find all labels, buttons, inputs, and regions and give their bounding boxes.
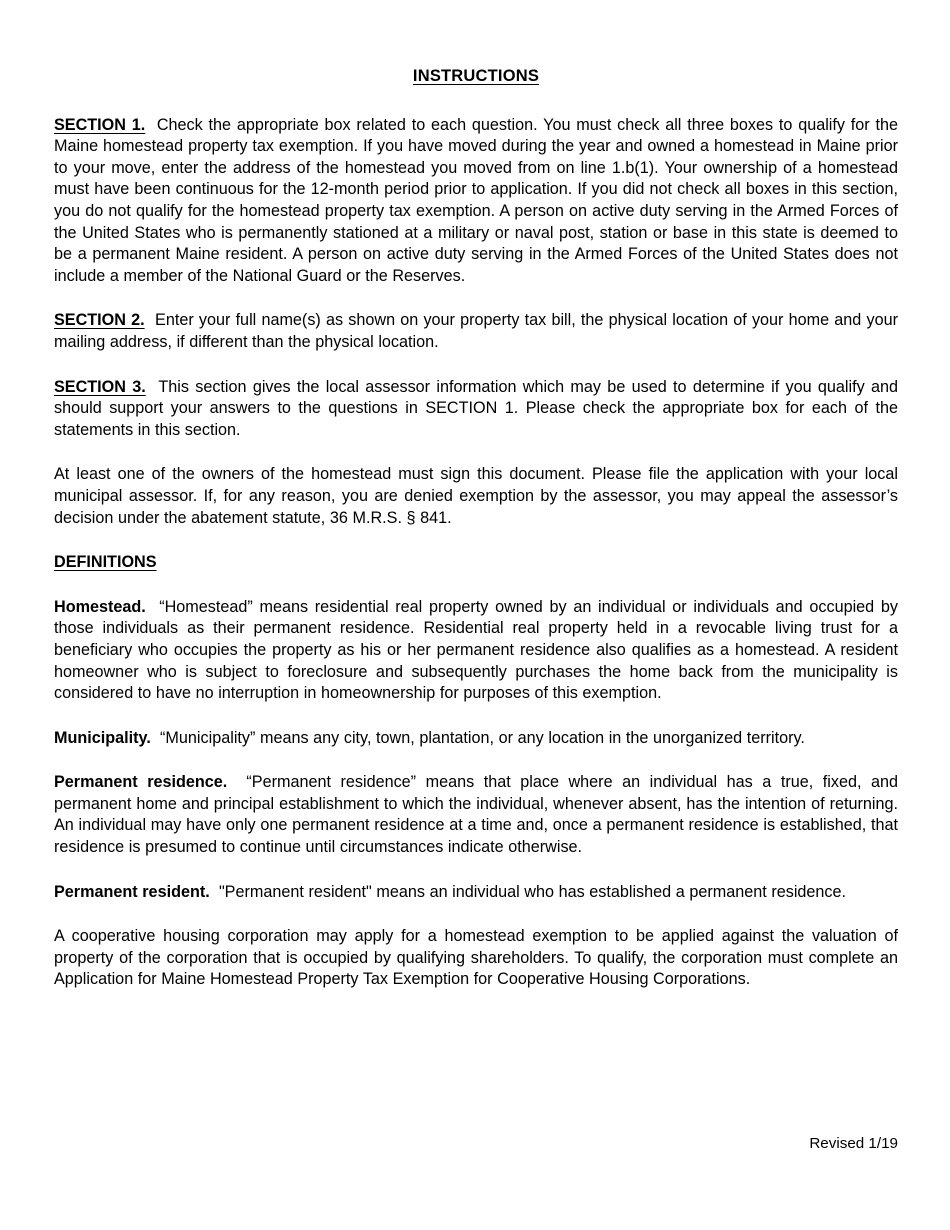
definition-body-permanent-resident: "Permanent resident" means an individual who has established a permanent residence. <box>218 882 847 901</box>
cooperative-housing-body: A cooperative housing corporation may apply for a homestead exemption to be applied against the valuation of property of the corporation that is occupied by qualifying shareholders. To qualify, the corporation must complete an Application for Maine Homestead Property Tax Exemption for Cooperative Housing Corporations. <box>54 927 898 989</box>
definition-permanent-residence <box>54 772 898 858</box>
definition-body-municipality: “Municipality” means any city, town, plantation, or any location in the unorganized territory. <box>160 728 805 747</box>
page-title-text: INSTRUCTIONS <box>412 67 540 85</box>
filing-note-body: At least one of the owners of the homestead must sign this document. Please file the application with your local municipal assessor. If, for any reason, you are denied exemption by the assessor, you may appeal the assessor’s decision under the abatement statute, 36 M.R.S. § 841. <box>54 465 898 527</box>
section-3-label: SECTION 3. <box>54 377 146 396</box>
definition-body-homestead: “Homestead” means residential real property owned by an individual or individuals and occupied by those individuals as their permanent residence. Residential real property held in a revocable living trust for a beneficiary who occupies the property as his or her permanent residence also qualifies as a homestead. A resident homeowner who is subject to foreclosure and subsequently purchases the home back from the municipality is considered to have no interruption in homeownership for purposes of this exemption. <box>54 597 898 703</box>
section-2-paragraph <box>54 310 898 353</box>
section-3-body: This section gives the local assessor information which may be used to determine if you qualify and should support your answers to the questions in SECTION 1. Please check the appropriate box for each of the statements in this section. <box>54 377 898 439</box>
page-footer <box>54 1134 898 1154</box>
section-2-body: Enter your full name(s) as shown on your property tax bill, the physical location of your home and your mailing address, if different than the physical location. <box>54 311 898 351</box>
definitions-heading-wrap <box>54 552 898 574</box>
definition-term-permanent-residence: Permanent residence. <box>54 773 228 792</box>
section-1-paragraph <box>54 115 898 288</box>
definition-term-permanent-resident: Permanent resident. <box>54 882 210 901</box>
section-1-body: Check the appropriate box related to each question. You must check all three boxes to qualify for the Maine homestead property tax exemption. If you have moved during the year and owned a homestead in Maine prior to your move, enter the address of the homestead you moved from on line 1.b(1). Your ownership of a homestead must have been continuous for the 12-month period prior to application. If you did not check all boxes in this section, you do not qualify for the homestead property tax exemption. A person on active duty serving in the Armed Forces of the United States who is permanently stationed at a military or naval post, station or base in this state is deemed to be a permanent Maine resident. A person on active duty serving in the Armed Forces of the United States does not include a member of the National Guard or the Reserves. <box>54 115 898 285</box>
revision-date: Revised 1/19 <box>809 1135 898 1152</box>
definition-homestead <box>54 597 898 705</box>
section-3-paragraph <box>54 377 898 442</box>
filing-note-paragraph <box>54 464 898 529</box>
definitions-heading: DEFINITIONS <box>54 553 157 572</box>
definition-term-municipality: Municipality. <box>54 728 151 747</box>
section-2-label: SECTION 2. <box>54 311 145 330</box>
definition-municipality <box>54 728 898 750</box>
document-body <box>54 66 898 991</box>
section-1-label: SECTION 1. <box>54 115 146 134</box>
cooperative-housing-paragraph <box>54 926 898 991</box>
page-title <box>54 66 898 87</box>
definition-term-homestead: Homestead. <box>54 597 146 616</box>
definition-body-permanent-residence: “Permanent residence” means that place where an individual has a true, fixed, and permanent home and principal establishment to which the individual, whenever absent, has the intention of returning. An individual may have only one permanent residence at a time and, once a permanent residence is established, that residence is presumed to continue until circumstances indicate otherwise. <box>54 773 898 857</box>
definition-permanent-resident <box>54 882 898 904</box>
